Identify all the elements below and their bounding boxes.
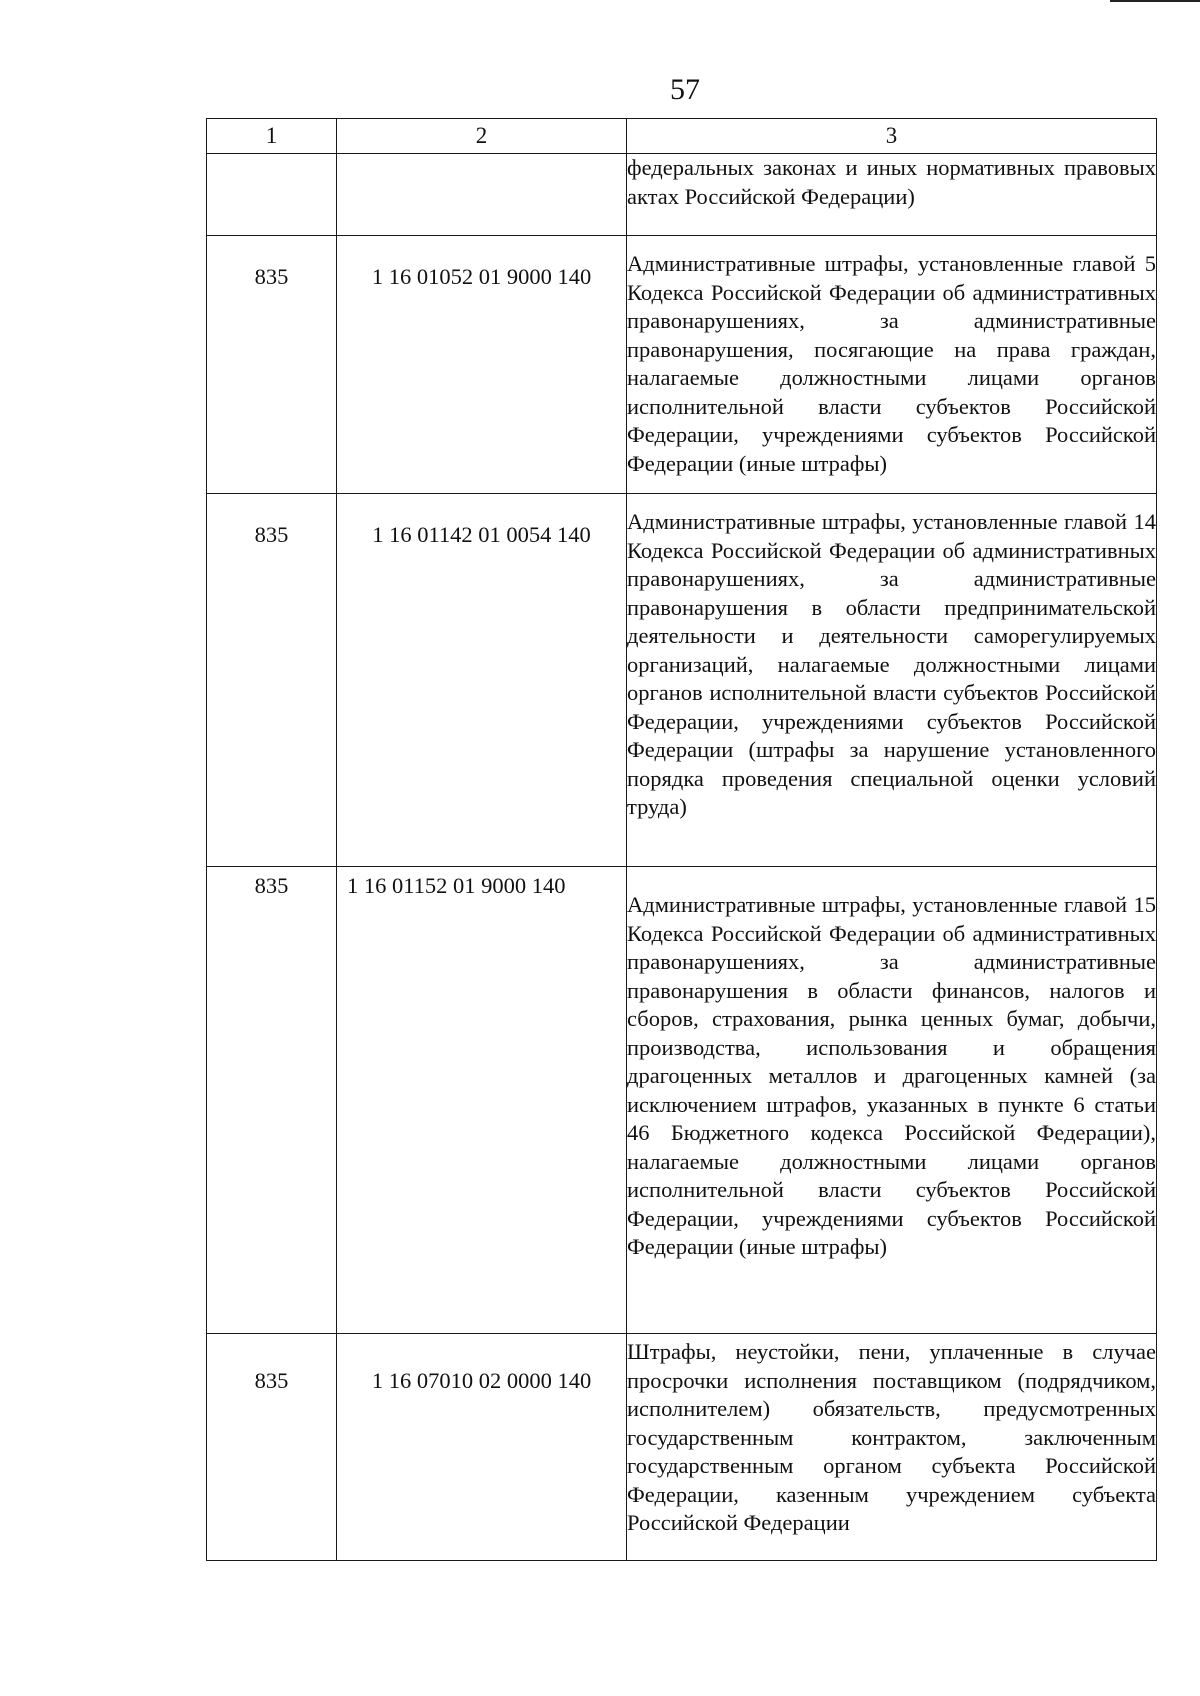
admin-code-cell — [207, 867, 337, 1334]
column-header-3: 3 — [627, 119, 1157, 154]
admin-code: 835 — [254, 522, 289, 547]
description-cell — [627, 1334, 1157, 1561]
page-number: 57 — [670, 73, 700, 106]
admin-code: 835 — [254, 873, 289, 898]
scan-edge-mark — [1110, 0, 1200, 2]
kbk-code: 1 16 01142 01 0054 140 — [372, 522, 591, 547]
column-header-2: 2 — [337, 119, 627, 154]
description-text: Штрафы, неустойки, пени, уплаченные в случае просрочки исполнения поставщиком (подрядчиком, исполнителем) обязательств, предусмотренных государственным контрактом, заключенным государственным органом субъекта Российской Федерации, казенным учреждением субъекта Российской Федерации — [627, 1339, 1156, 1535]
description-text: федеральных законах и иных нормативных правовых актах Российской Федерации) — [627, 155, 1156, 209]
table-row — [207, 1334, 1157, 1561]
description-text: Административные штрафы, установленные главой 14 Кодекса Российской Федерации об административных правонарушениях, за административные правонарушения в области предпринимательской деятельности и деятельности саморегулируемых организаций, налагаемые должностными лицами органов исполнительной власти субъектов Российской Федерации, учреждениями субъектов Российской Федерации (штрафы за нарушение установленного порядка проведения специальной оценки условий труда) — [627, 509, 1156, 819]
table-row — [207, 867, 1157, 1334]
kbk-cell — [337, 494, 627, 867]
kbk-code: 1 16 01052 01 9000 140 — [371, 264, 592, 289]
kbk-code: 1 16 01152 01 9000 140 — [347, 873, 566, 898]
kbk-cell — [337, 867, 627, 1334]
description-cell — [627, 867, 1157, 1334]
table-row — [207, 494, 1157, 867]
budget-codes-table — [206, 118, 1157, 1561]
admin-code-cell — [207, 1334, 337, 1561]
description-cell — [627, 154, 1157, 236]
kbk-code: 1 16 07010 02 0000 140 — [371, 1368, 592, 1393]
kbk-cell — [337, 236, 627, 494]
table-header-row — [207, 119, 1157, 154]
description-text: Административные штрафы, установленные главой 5 Кодекса Российской Федерации об административных правонарушениях, за административные правонарушения, посягающие на права граждан, налагаемые должностными лицами органов исполнительной власти субъектов Российской Федерации, учреждениями субъектов Российской Федерации (иные штрафы) — [627, 251, 1156, 476]
admin-code: 835 — [254, 264, 289, 289]
description-cell — [627, 236, 1157, 494]
kbk-cell — [337, 1334, 627, 1561]
kbk-cell — [337, 154, 627, 236]
column-header-1: 1 — [207, 119, 337, 154]
description-text: Административные штрафы, установленные главой 15 Кодекса Российской Федерации об административных правонарушениях, за административные правонарушения в области финансов, налогов и сборов, страхования, рынка ценных бумаг, добычи, производства, использования и обращения драгоценных металлов и драгоценных камней (за исключением штрафов, указанных в пункте 6 статьи 46 Бюджетного кодекса Российской Федерации), налагаемые должностными лицами органов исполнительной власти субъектов Российской Федерации, учреждениями субъектов Российской Федерации (иные штрафы) — [627, 892, 1156, 1259]
description-cell — [627, 494, 1157, 867]
admin-code: 835 — [254, 1368, 289, 1393]
table-row — [207, 154, 1157, 236]
table-row — [207, 236, 1157, 494]
admin-code-cell — [207, 236, 337, 494]
admin-code-cell — [207, 154, 337, 236]
admin-code-cell — [207, 494, 337, 867]
